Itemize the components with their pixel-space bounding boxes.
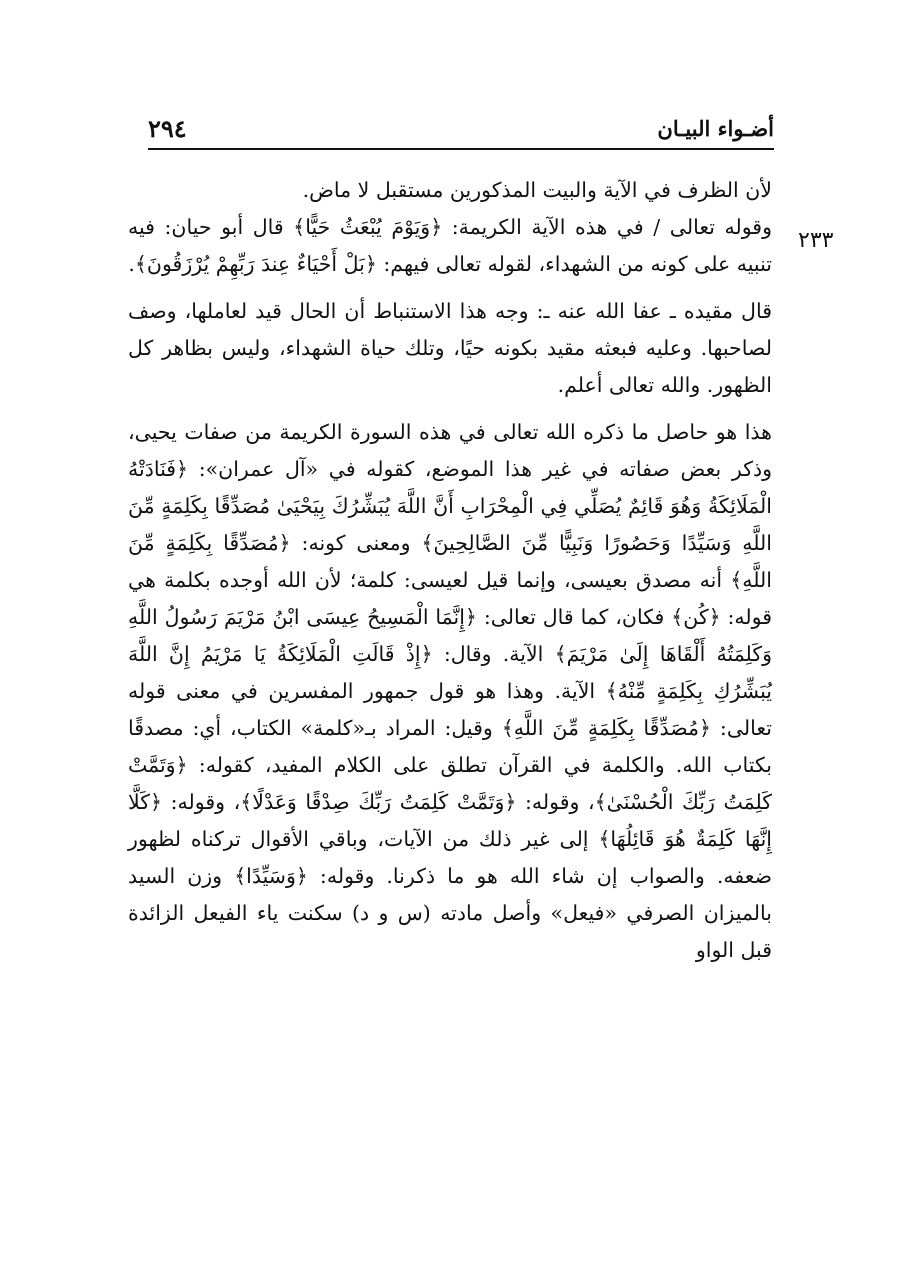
paragraph-2: وقوله تعالى / في هذه الآية الكريمة: ﴿وَيَوْمَ يُبْعَثُ حَيًّا﴾ قال أبو حيان: فيه تنبيه على كونه من الشهداء، لقوله تعالى فيهم: ﴿بَلْ أَحْيَاءٌ عِندَ رَبِّهِمْ يُرْزَقُونَ﴾. (128, 215, 772, 276)
paragraph-1: لأن الظرف في الآية والبيت المذكورين مستقبل لا ماض. (302, 178, 772, 202)
paragraph-3: قال مقيده ـ عفا الله عنه ـ: وجه هذا الاستنباط أن الحال قيد لعاملها، وصف لصاحبها. وعليه فبعثه مقيد بكونه حيًا، وتلك حياة الشهداء، وليس بظاهر كل الظهور. والله تعالى أعلم. (128, 299, 772, 397)
paragraph-4: هذا هو حاصل ما ذكره الله تعالى في هذه السورة الكريمة من صفات يحيى، وذكر بعض صفاته في غير هذا الموضع، كقوله في «آل عمران»: ﴿فَنَادَتْهُ الْمَلَائِكَةُ وَهُوَ قَائِمٌ يُصَلِّي فِي الْمِحْرَابِ أَنَّ اللَّهَ يُبَشِّرُكَ بِيَحْيَىٰ مُصَدِّقًا بِكَلِمَةٍ مِّنَ اللَّهِ وَسَيِّدًا وَحَصُورًا وَنَبِيًّا مِّنَ الصَّالِحِينَ﴾ ومعنى كونه: ﴿مُصَدِّقًا بِكَلِمَةٍ مِّنَ اللَّهِ﴾ أنه مصدق بعيسى، وإنما قيل لعيسى: كلمة؛ لأن الله أوجده بكلمة هي قوله: ﴿كُن﴾ فكان، كما قال تعالى: ﴿إِنَّمَا الْمَسِيحُ عِيسَى ابْنُ مَرْيَمَ رَسُولُ اللَّهِ وَكَلِمَتُهُ أَلْقَاهَا إِلَىٰ مَرْيَمَ﴾ الآية. وقال: ﴿إِذْ قَالَتِ الْمَلَائِكَةُ يَا مَرْيَمُ إِنَّ اللَّهَ يُبَشِّرُكِ بِكَلِمَةٍ مِّنْهُ﴾ الآية. وهذا هو قول جمهور المفسرين في معنى قوله تعالى: ﴿مُصَدِّقًا بِكَلِمَةٍ مِّنَ اللَّهِ﴾ وقيل: المراد بـ«كلمة» الكتاب، أي: مصدقًا بكتاب الله. والكلمة في القرآن تطلق على الكلام المفيد، كقوله: ﴿وَتَمَّتْ كَلِمَتُ رَبِّكَ الْحُسْنَىٰ﴾، وقوله: ﴿وَتَمَّتْ كَلِمَتُ رَبِّكَ صِدْقًا وَعَدْلًا﴾، وقوله: ﴿كَلَّا إِنَّهَا كَلِمَةٌ هُوَ قَائِلُهَا﴾ إلى غير ذلك من الآيات، وباقي الأقوال تركناه لظهور ضعفه. والصواب إن شاء الله هو ما ذكرنا. وقوله: ﴿وَسَيِّدًا﴾ وزن السيد بالميزان الصرفي «فيعل» وأصل مادته (س و د) سكنت ياء الفيعل الزائدة قبل الواو (128, 420, 772, 962)
book-title: أضـواء البيـان (657, 116, 774, 141)
body-text (128, 172, 772, 969)
page-header (148, 112, 774, 150)
page-number: ٢٩٤ (148, 114, 187, 143)
margin-page-reference: ٢٣٣ (798, 228, 834, 253)
